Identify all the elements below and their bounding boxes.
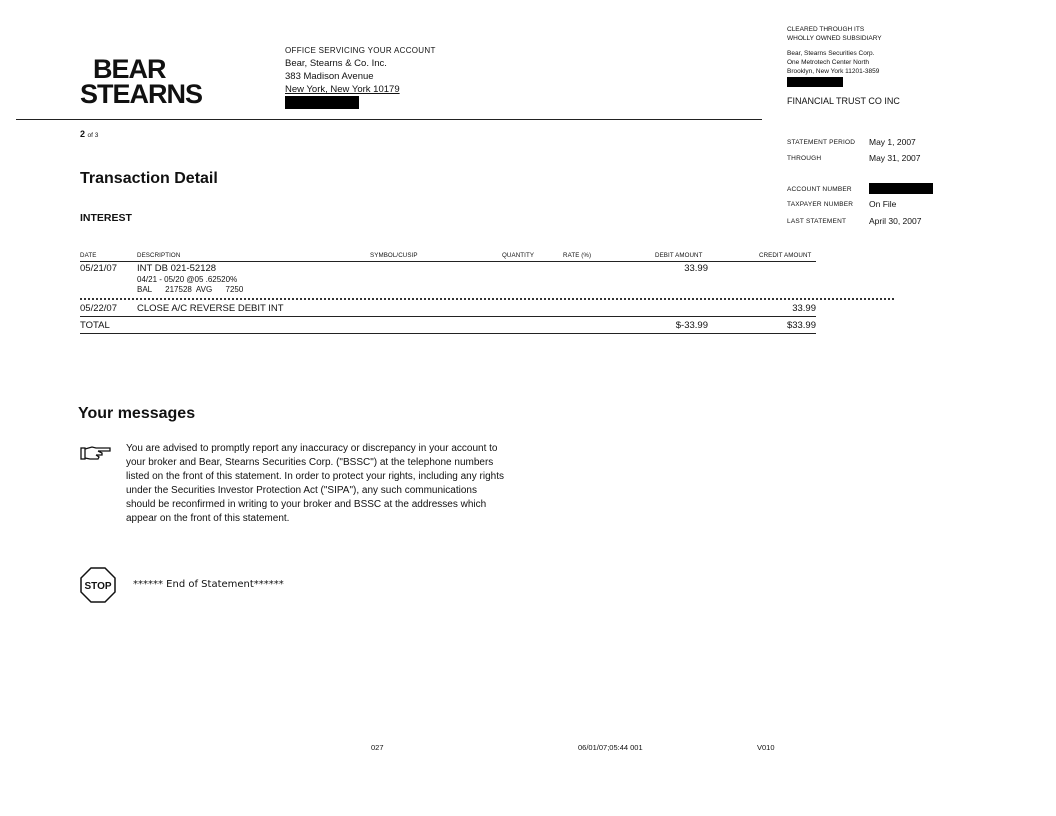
office-line-3: New York, New York 10179 (285, 84, 400, 95)
redacted-account-number (869, 183, 933, 194)
section-heading: INTEREST (80, 212, 132, 224)
period-value: May 1, 2007 (869, 137, 916, 147)
account-number-label: ACCOUNT NUMBER (787, 186, 852, 193)
logo-line-1: BEAR (93, 54, 166, 84)
footer-middle: 06/01/07;05:44 001 (578, 743, 643, 752)
col-quantity: QUANTITY (502, 252, 535, 259)
row1-date: 05/21/07 (80, 263, 117, 274)
pointing-hand-icon (80, 444, 112, 462)
taxpayer-value: On File (869, 199, 897, 209)
col-symbol: SYMBOL/CUSIP (370, 252, 418, 259)
total-debit: $-33.99 (675, 320, 708, 331)
col-rate: RATE (%) (563, 252, 592, 259)
col-date: DATE (80, 252, 97, 259)
stop-sign-icon (80, 567, 116, 603)
row2-date: 05/22/07 (80, 303, 117, 314)
row-separator (80, 298, 894, 300)
clearing-line-1: Bear, Stearns Securities Corp. (787, 50, 875, 57)
clearing-header-2: WHOLLY OWNED SUBSIDIARY (787, 35, 882, 42)
col-credit: CREDIT AMOUNT (759, 252, 812, 259)
through-label: THROUGH (787, 155, 822, 162)
total-credit: $33.99 (786, 320, 816, 331)
clearing-header-1: CLEARED THROUGH ITS (787, 26, 865, 33)
last-statement-value: April 30, 2007 (869, 216, 922, 226)
account-name: FINANCIAL TRUST CO INC (787, 96, 900, 106)
page-current: 2 (80, 129, 86, 139)
office-header: OFFICE SERVICING YOUR ACCOUNT (285, 46, 436, 55)
col-description: DESCRIPTION (137, 252, 181, 259)
stop-label: STOP (84, 581, 112, 592)
row1-detail-2: BAL 217528 AVG 7250 (137, 285, 244, 294)
messages-title: Your messages (78, 405, 196, 422)
message-text: You are advised to promptly report any inaccuracy or discrepancy in your account to your broker and Bear, Stearns Securities Corp. ("BSSC") at the telephone numbers listed on the front of this statement. In order to protect your rights, including any rights under the Securities Investor Protection Act ("SIPA"), any such communications should be reconfirmed in writing to your broker and BSSC at the addresses which appear on the front of this statement. (126, 443, 504, 524)
table-header-rule (80, 261, 816, 262)
logo-line-2: STEARNS (80, 79, 203, 109)
period-label: STATEMENT PERIOD (787, 139, 856, 146)
bear-stearns-logo (80, 54, 203, 109)
redacted-phone (285, 96, 359, 109)
total-label: TOTAL (80, 320, 110, 331)
total-top-rule (80, 316, 816, 317)
footer-right: V010 (757, 743, 775, 752)
clearing-block (787, 25, 900, 106)
redacted-clearing-phone (787, 77, 843, 87)
through-value: May 31, 2007 (869, 153, 921, 163)
end-of-statement: ****** End of Statement****** (133, 579, 284, 590)
page-of: of 3 (87, 132, 99, 139)
office-servicing-block (285, 44, 436, 113)
office-line-1: Bear, Stearns & Co. Inc. (285, 58, 387, 69)
row2-description: CLOSE A/C REVERSE DEBIT INT (137, 303, 284, 314)
page-number (80, 129, 98, 139)
clearing-line-2: One Metrotech Center North (787, 59, 870, 66)
row2-credit: 33.99 (792, 303, 816, 314)
page-title: Transaction Detail (80, 170, 218, 187)
row1-debit: 33.99 (684, 263, 708, 274)
office-line-2: 383 Madison Avenue (285, 71, 374, 82)
taxpayer-label: TAXPAYER NUMBER (787, 201, 854, 208)
row1-description: INT DB 021-52128 (137, 263, 217, 274)
row1-detail-1: 04/21 - 05/20 @05 .62520% (137, 275, 238, 284)
header-divider (16, 119, 762, 120)
footer-left: 027 (371, 743, 384, 752)
clearing-line-3: Brooklyn, New York 11201-3859 (787, 68, 880, 75)
last-statement-label: LAST STATEMENT (787, 218, 847, 225)
total-bottom-rule (80, 333, 816, 334)
col-debit: DEBIT AMOUNT (655, 252, 703, 259)
